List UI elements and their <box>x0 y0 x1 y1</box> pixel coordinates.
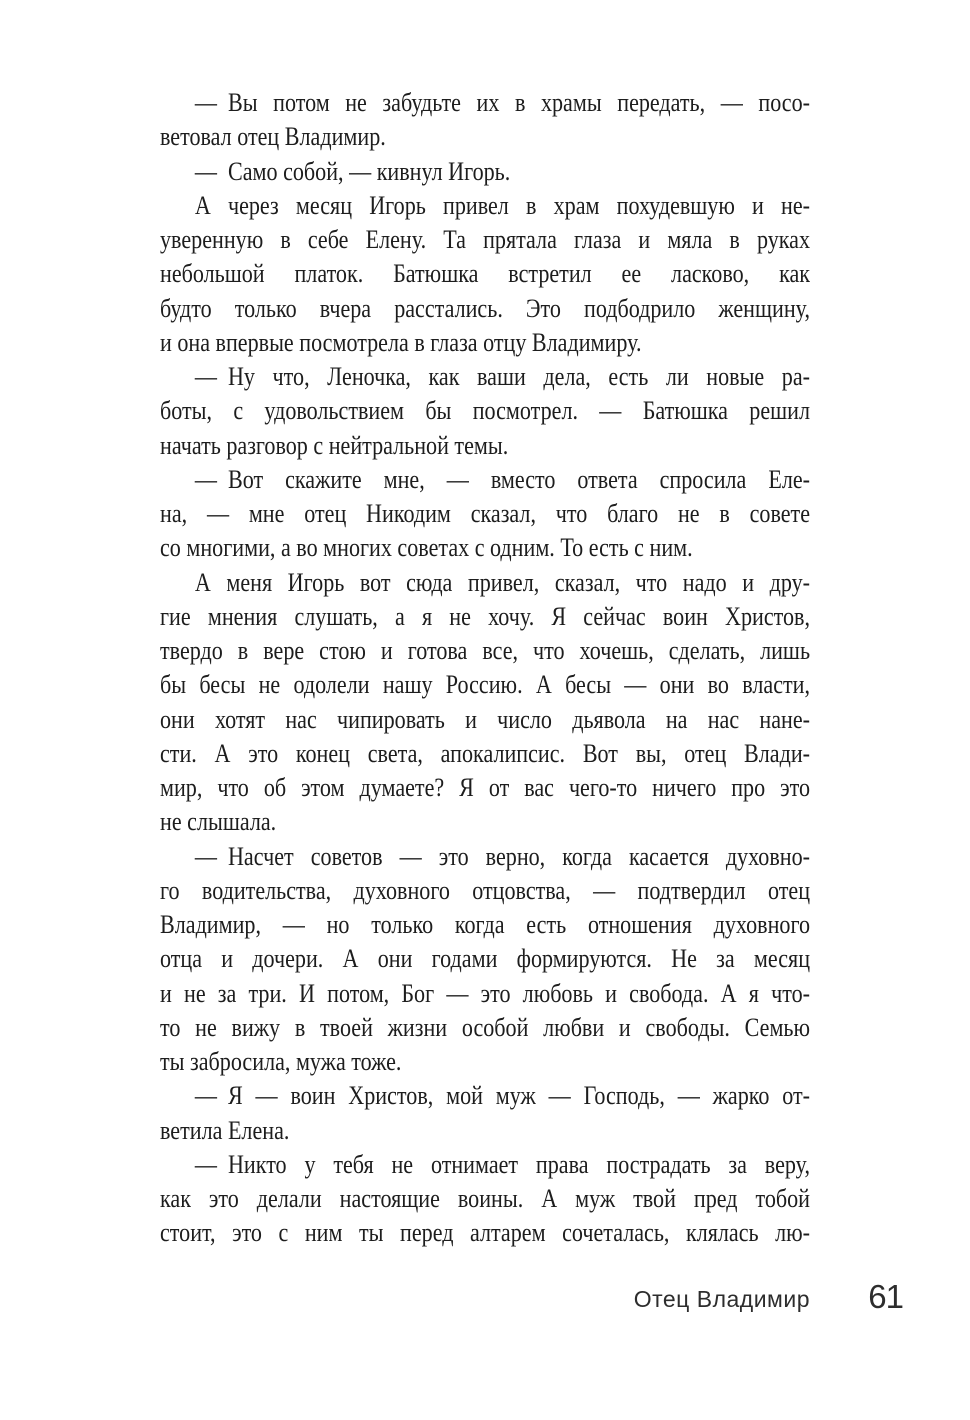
text-line: мир, что об этом думаете? Я от вас чего-то ничего про это <box>160 773 811 802</box>
text-line: — Вот скажите мне, — вместо ответа спросила Еле- <box>194 464 811 494</box>
text-line: на, — мне отец Никодим сказал, что благо не в совете <box>160 499 811 528</box>
text-line: ты забросила, мужа тоже. <box>160 1047 402 1076</box>
text-line: — Вы потом не забудьте их в храмы передать, — посо- <box>194 88 811 117</box>
text-line: боты, с удовольствием бы посмотрел. — Батюшка решил <box>160 396 811 426</box>
text-line: гие мнения слушать, а я не хочу. Я сейчас воин Христов, <box>160 601 811 631</box>
text-line: отца и дочери. А они годами формируются. Не за месяц <box>160 944 811 974</box>
text-line: как это делали настоящие воины. А муж твой пред тобой <box>160 1184 811 1213</box>
running-title: Отец Владимир <box>633 1286 810 1312</box>
text-line: — Никто у тебя не отнимает права пострадать за веру, <box>194 1149 811 1179</box>
text-line: стоит, это с ним ты перед алтарем сочеталась, клялась лю- <box>160 1218 811 1248</box>
text-line: бы бесы не одолели нашу Россию. А бесы — они во власти, <box>160 670 811 700</box>
text-line: А через месяц Игорь привел в храм похудевшую и не- <box>194 190 811 220</box>
text-line: го водительства, духовного отцовства, — подтвердил отец <box>160 875 811 905</box>
text-line: уверенную в себе Елену. Та прятала глаза и мяла в руках <box>160 225 811 254</box>
text-line: будто только вчера расстались. Это подбодрило женщину, <box>160 293 811 323</box>
page-number: 61 <box>868 1278 903 1315</box>
text-line: начать разговор с нейтральной темы. <box>160 430 509 460</box>
text-line: твердо в вере стою и готова все, что хочешь, сделать, лишь <box>160 636 811 665</box>
body-text <box>160 86 810 1251</box>
text-line: и не за три. И потом, Бог — это любовь и свобода. А я что- <box>160 978 811 1008</box>
text-line: то не вижу в твоей жизни особой любви и свободы. Семью <box>160 1012 811 1042</box>
text-line: Владимир, — но только когда есть отношения духовного <box>160 910 811 939</box>
text-line: ветовал отец Владимир. <box>160 122 386 152</box>
text-line: ветила Елена. <box>160 1115 290 1145</box>
text-line: сти. А это конец света, апокалипсис. Вот вы, отец Влади- <box>160 738 811 768</box>
text-line: и она впервые посмотрела в глаза отцу Владимиру. <box>160 327 642 357</box>
text-line: А меня Игорь вот сюда привел, сказал, что надо и дру- <box>194 567 811 597</box>
text-line: — Насчет советов — это верно, когда касается духовно- <box>194 841 811 871</box>
text-line: — Я — воин Христов, мой муж — Господь, — жарко от- <box>194 1081 811 1111</box>
text-line: — Само собой, — кивнул Игорь. <box>194 156 511 186</box>
text-line: они хотят нас чипировать и число дьявола на нас нане- <box>160 704 811 734</box>
text-line: не слышала. <box>160 807 277 837</box>
text-line: — Ну что, Леночка, как ваши дела, есть ли новые ра- <box>194 362 811 391</box>
text-line: небольшой платок. Батюшка встретил ее ласково, как <box>160 259 811 289</box>
text-line: со многими, а во многих советах с одним. То есть с ним. <box>160 533 693 563</box>
